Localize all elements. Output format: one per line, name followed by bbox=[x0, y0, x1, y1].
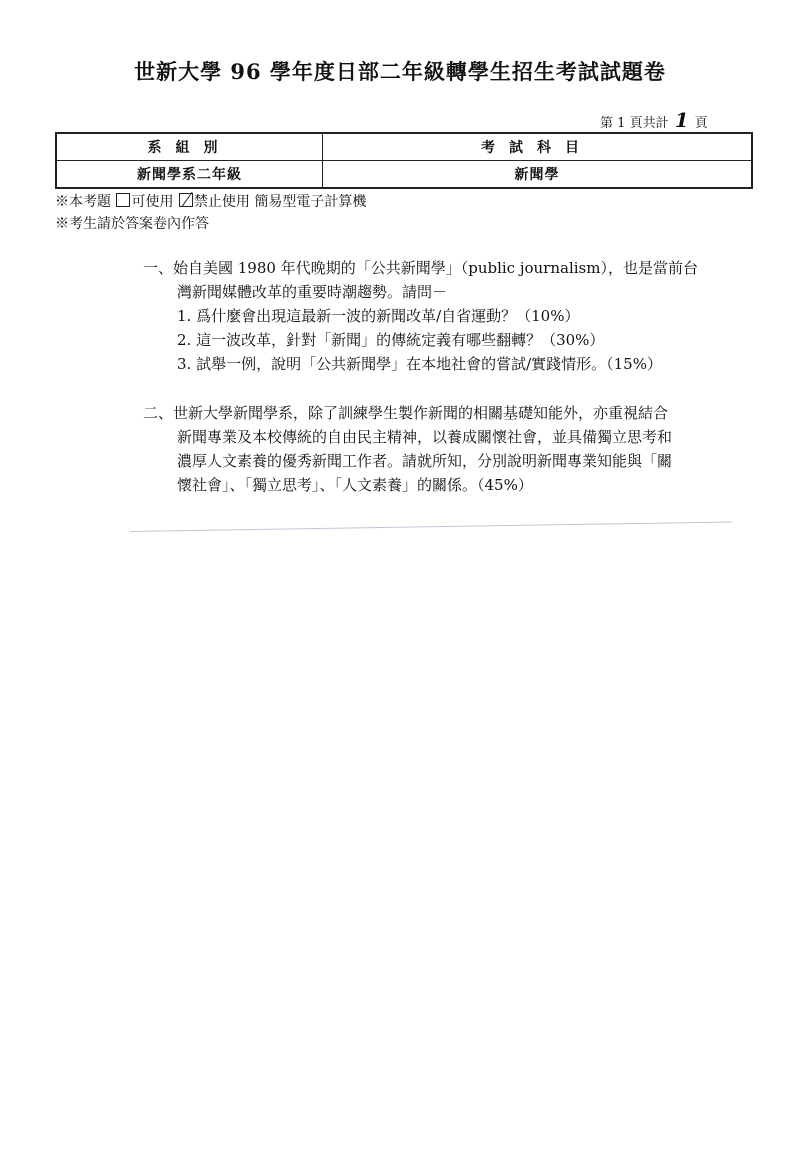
dept-header: 系組別 bbox=[56, 133, 323, 161]
calc-prefix: ※本考題 bbox=[55, 194, 111, 210]
question-2 bbox=[143, 401, 672, 497]
question-2-line: 懷社會」、「獨立思考」、「人文素養」的關係。（45%） bbox=[177, 476, 533, 494]
dept-value: 新聞學系二年級 bbox=[56, 161, 323, 189]
page-middle: 頁共計 bbox=[629, 116, 669, 131]
page-counter bbox=[600, 108, 750, 132]
end-divider bbox=[130, 522, 732, 532]
allowed-checkbox bbox=[116, 193, 130, 207]
answer-note: ※考生請於答案卷內作答 bbox=[55, 216, 209, 232]
question-1-line: 灣新聞媒體改革的重要時潮趨勢。請問－ bbox=[177, 283, 448, 301]
question-1-subitem: 3. 試舉一例，說明「公共新聞學」在本地社會的嘗試/實踐情形。（15%） bbox=[177, 355, 662, 373]
exam-title: 世新大學 96 學年度日部二年級轉學生招生考試試題卷 bbox=[134, 59, 666, 84]
question-1-line: 一、始自美國 1980 年代晚期的「公共新聞學」（public journalism），也是當前台 bbox=[143, 259, 698, 277]
calculator-note bbox=[55, 191, 366, 213]
forbidden-label: 禁止使用 bbox=[193, 194, 250, 210]
question-1-subitem: 1. 爲什麼會出現這最新一波的新聞改革/自省運動？（10%） bbox=[177, 307, 580, 325]
allowed-label: 可使用 bbox=[131, 194, 174, 210]
forbidden-checkbox bbox=[179, 193, 193, 207]
info-table bbox=[55, 132, 753, 189]
subject-value: 新聞學 bbox=[323, 161, 753, 189]
exam-notes bbox=[55, 191, 366, 235]
calc-item: 簡易型電子計算機 bbox=[254, 194, 367, 210]
question-1 bbox=[143, 256, 698, 376]
subject-header: 考試科目 bbox=[323, 133, 753, 161]
page-prefix: 第 bbox=[600, 116, 614, 131]
page-total-handwritten: 1 bbox=[674, 108, 689, 132]
page-number: 1 bbox=[617, 116, 626, 131]
question-2-line: 新聞專業及本校傳統的自由民主精神，以養成關懷社會，並具備獨立思考和 bbox=[177, 428, 673, 446]
page-suffix: 頁 bbox=[694, 116, 708, 131]
question-2-line: 濃厚人文素養的優秀新聞工作者。請就所知，分別說明新聞專業知能與「關 bbox=[177, 452, 673, 470]
question-1-subitem: 2. 這一波改革，針對「新聞」的傳統定義有哪些翻轉？（30%） bbox=[177, 331, 605, 349]
question-2-line: 二、世新大學新聞學系，除了訓練學生製作新聞的相關基礎知能外，亦重視結合 bbox=[143, 404, 669, 422]
